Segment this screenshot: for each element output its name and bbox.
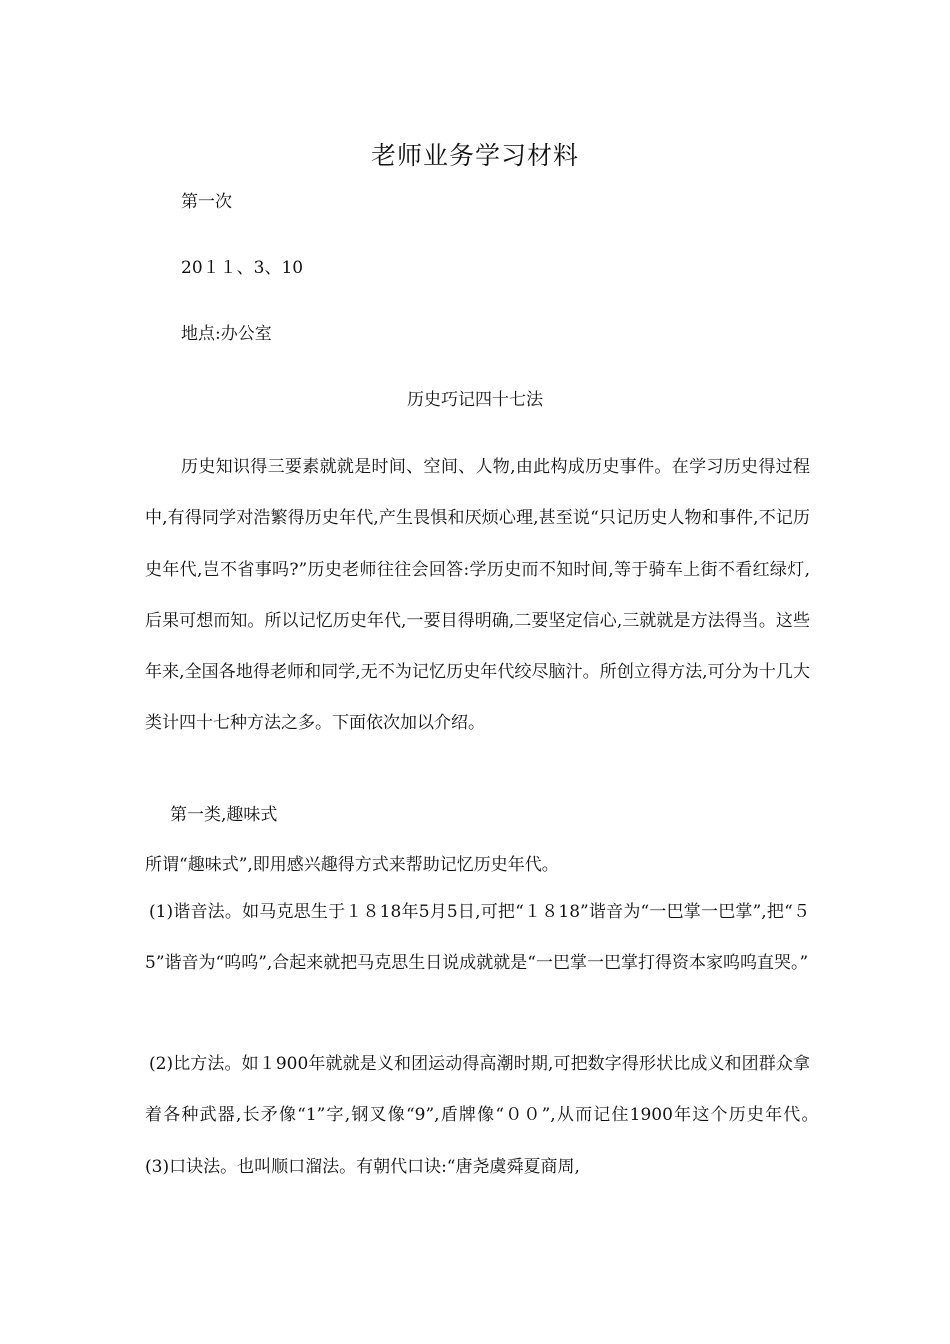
section-heading: 历史巧记四十七法 [407, 390, 543, 410]
method-2-paragraph: (2)比方法。如１900年就就是义和团运动得高潮时期,可把数字得形状比成义和团群众拿着各种武器,长矛像“1”字,钢叉像“9”,盾牌像“００”,从而记住1900年这个历史年代。 (3)口诀法。也叫顺口溜法。有朝代口诀:“唐尧虞舜夏商周, [145, 1054, 833, 1177]
date-text: 20１１、3、10 [181, 258, 304, 278]
intro-paragraph: 历史知识得三要素就就是时间、空间、人物,由此构成历史事件。在学习历史得过程中,有得同学对浩繁得历史年代,产生畏惧和厌烦心理,甚至说“只记历史人物和事件,不记历史年代,岂不省事吗?”历史老师往往会回答:学历史而不知时间,等于骑车上街不看红绿灯,后果可想而知。所以记忆历史年代,一要目得明确,二要坚定信心,三就就是方法得当。这些年来,全国各地得老师和同学,无不为记忆历史年代绞尽脑汁。所创立得方法,可分为十几大类计四十七种方法之多。下面依次加以介绍。 [145, 457, 810, 734]
category-heading: 第一类,趣味式 [170, 805, 278, 825]
method-1-paragraph: (1)谐音法。如马克思生于１８18年5月5日,可把“１８18”谐音为“一巴掌一巴掌”,把“５5”谐音为“呜呜”,合起来就把马克思生日说成就就是“一巴掌一巴掌打得资本家呜呜直哭。” [145, 902, 810, 974]
location-text: 地点:办公室 [181, 324, 272, 344]
category-definition: 所谓“趣味式”,即用感兴趣得方式来帮助记忆历史年代。 [145, 855, 559, 875]
document-title: 老师业务学习材料 [370, 141, 579, 170]
session-label: 第一次 [181, 192, 232, 212]
